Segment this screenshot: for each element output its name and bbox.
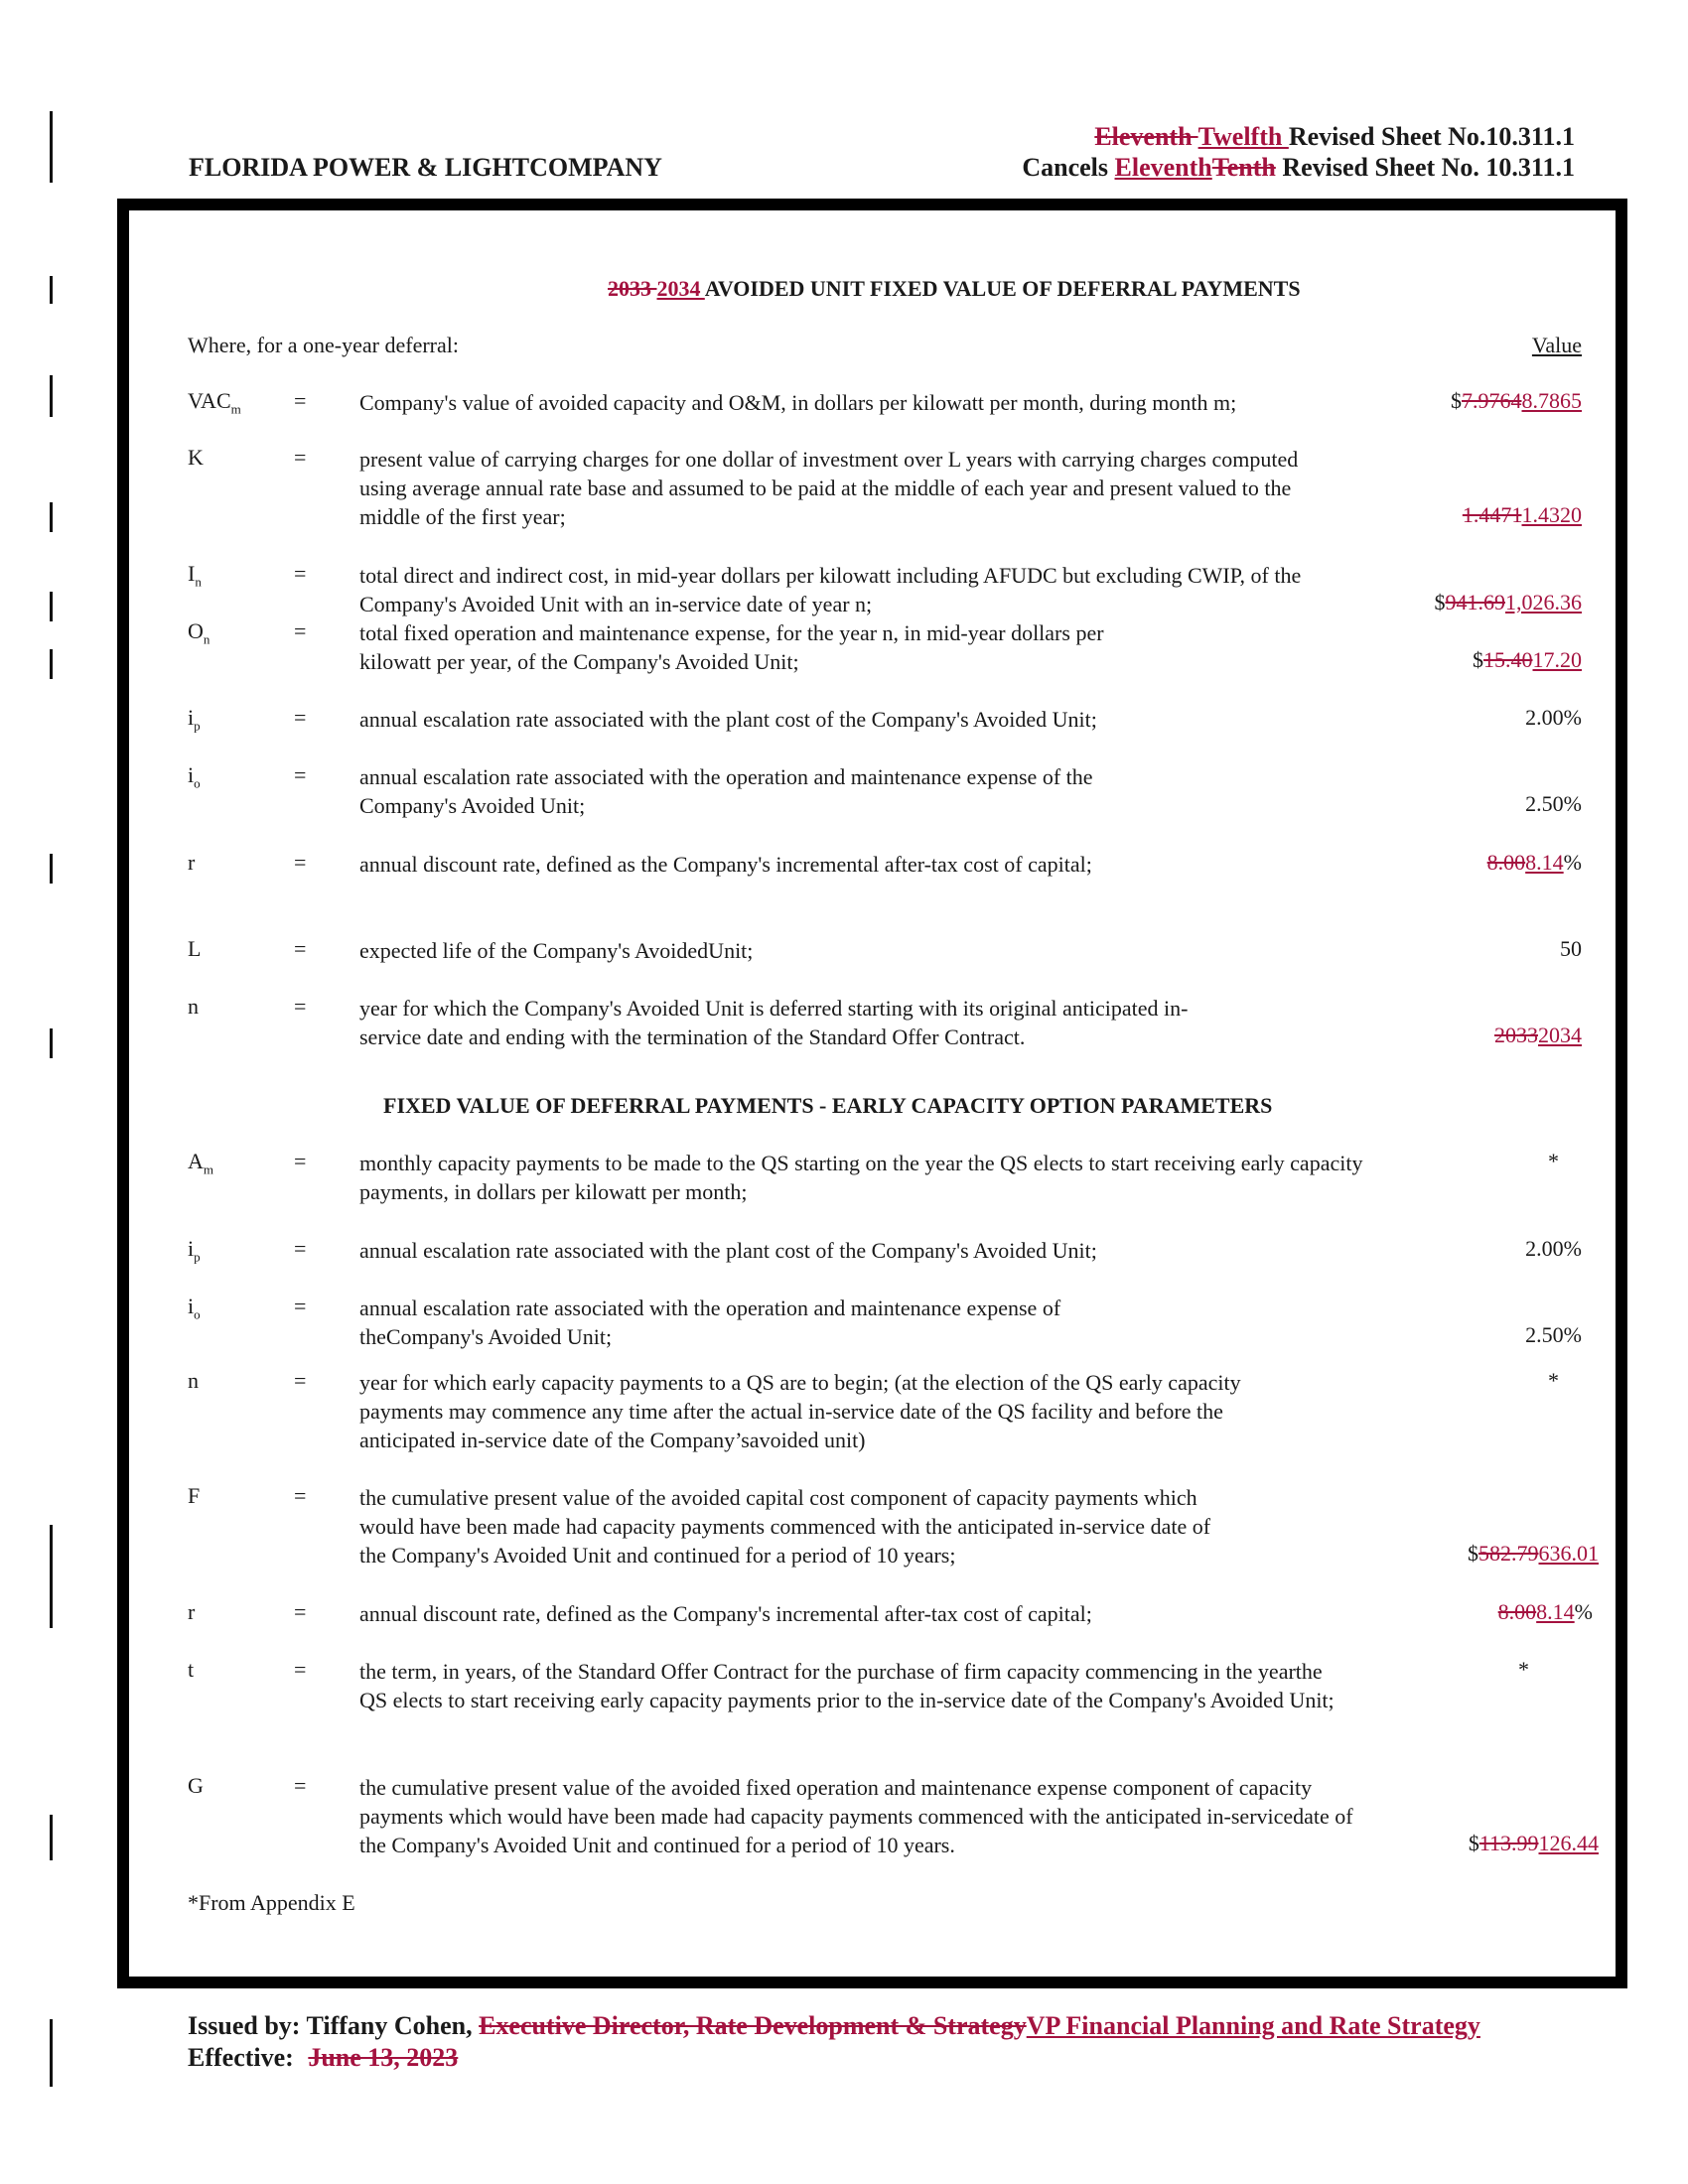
symbol: $i_p$ [188, 705, 201, 734]
definition-value: $15.4017.20 [1473, 647, 1582, 672]
definition-value: * [1548, 1149, 1559, 1173]
symbol: r [188, 1599, 196, 1624]
equals-sign: = [294, 1368, 307, 1393]
revision-bar [50, 111, 53, 183]
issued-title-deleted: Executive Director, Rate Development & Strategy [479, 2011, 1027, 2040]
equals-sign: = [294, 561, 307, 586]
definition-value: $941.691,026.36 [1434, 590, 1582, 614]
definition-text: the cumulative present value of the avoided fixed operation and maintenance expense component of capacity payments which would have been made had capacity payments commenced with the anticipated in-servicedate of the Company's Avoided Unit and continued for a period of 10 years. [359, 1775, 1353, 1857]
symbol: $A_m$ [188, 1149, 214, 1177]
issued-title-inserted: VP Financial Planning and Rate Strategy [1026, 2011, 1480, 2040]
definition-text: the cumulative present value of the avoided capital cost component of capacity payments which would have been made had capacity payments commenced with the anticipated in-service date of the Company's Avoided Unit and continued for a period of 10 years; [359, 1485, 1211, 1568]
revision-bar [50, 1525, 53, 1628]
definition-value: 2.00% [1525, 705, 1582, 730]
definition-text: annual escalation rate associated with the operation and maintenance expense of the Company's Avoided Unit; [359, 764, 1093, 818]
symbol: $i_o$ [188, 1294, 201, 1322]
value-header: Value [1531, 333, 1582, 357]
definition-value: 8.008.14% [1497, 1599, 1593, 1624]
symbol: $i_o$ [188, 762, 201, 791]
company-name: FLORIDA POWER & LIGHTCOMPANY [189, 153, 662, 182]
cancels-text: Revised Sheet No. 10.311.1 [1275, 153, 1575, 182]
symbol: F [188, 1483, 201, 1508]
symbol: $i_p$ [188, 1236, 201, 1265]
definition-text: year for which early capacity payments to a QS are to begin; (at the election of the QS early capacity payments may commence any time after the actual in-service date of the QS facility and before the anticipated in-service date of the Company’savoided unit) [359, 1370, 1241, 1452]
issued-name: Tiffany Cohen, [306, 2011, 480, 2040]
symbol: $I_n$ [188, 561, 202, 590]
definition-value: * [1518, 1657, 1529, 1682]
definition-value: 2.00% [1525, 1236, 1582, 1261]
equals-sign: = [294, 936, 307, 961]
equals-sign: = [294, 1149, 307, 1173]
definition-text: monthly capacity payments to be made to the QS starting on the year the QS elects to start receiving early capacity payments, in dollars per kilowatt per month; [359, 1151, 1363, 1204]
revision-bar [50, 854, 53, 884]
definition-text: expected life of the Company's AvoidedUnit; [359, 938, 754, 963]
definition-value: 8.008.14% [1486, 850, 1582, 875]
section-title-early-capacity: FIXED VALUE OF DEFERRAL PAYMENTS - EARLY CAPACITY OPTION PARAMETERS [383, 1093, 1273, 1118]
definition-text: present value of carrying charges for one dollar of investment over L years with carrying charges computed using average annual rate base and assumed to be paid at the middle of each year and present valued to the middle of the first year; [359, 447, 1299, 529]
equals-sign: = [294, 1773, 307, 1798]
issued-label: Issued by: [188, 2011, 307, 2040]
definition-value: 2.50% [1525, 791, 1582, 816]
equals-sign: = [294, 388, 307, 413]
definition-value: $7.97648.7865 [1451, 388, 1582, 413]
intro-text: Where, for a one-year deferral: [188, 333, 459, 357]
definition-text: annual escalation rate associated with the operation and maintenance expense of theCompany's Avoided Unit; [359, 1296, 1061, 1349]
section-title [608, 276, 1301, 302]
equals-sign: = [294, 762, 307, 787]
section-title-deleted: 2033 [608, 276, 657, 301]
revision-bar [50, 375, 53, 417]
section-title-text: AVOIDED UNIT FIXED VALUE OF DEFERRAL PAYMENTS [704, 276, 1301, 301]
definition-text: total fixed operation and maintenance expense, for the year n, in mid-year dollars per kilowatt per year, of the Company's Avoided Unit; [359, 620, 1104, 674]
revision-bar [50, 592, 53, 621]
sheet-number-deleted: Eleventh [1094, 122, 1198, 151]
equals-sign: = [294, 445, 307, 470]
equals-sign: = [294, 994, 307, 1019]
equals-sign: = [294, 1483, 307, 1508]
cancels-deleted: Tenth [1211, 153, 1276, 182]
definition-value: 50 [1560, 936, 1582, 961]
symbol: n [188, 1368, 199, 1393]
effective-date-deleted: June 13, 2023 [308, 2043, 459, 2072]
cancels-prefix: Cancels [1022, 153, 1115, 182]
definition-value: $582.79636.01 [1468, 1541, 1599, 1566]
definition-text: annual escalation rate associated with the plant cost of the Company's Avoided Unit; [359, 1238, 1097, 1263]
definition-text: year for which the Company's Avoided Unit is deferred starting with its original anticipated in-service date and ending with the termination of the Standard Offer Contract. [359, 996, 1189, 1049]
equals-sign: = [294, 1599, 307, 1624]
definition-value: 2.50% [1525, 1322, 1582, 1347]
symbol: n [188, 994, 199, 1019]
definition-text: annual discount rate, defined as the Company's incremental after-tax cost of capital; [359, 852, 1092, 877]
revision-bar [50, 502, 53, 532]
symbol: K [188, 445, 204, 470]
section-title-inserted: 2034 [656, 276, 705, 301]
sheet-number-text: Revised Sheet No.10.311.1 [1288, 122, 1575, 151]
cancels-line [1022, 153, 1575, 183]
revision-bar [50, 1028, 53, 1058]
symbol: $VAC_m$ [188, 388, 241, 417]
revision-bar [50, 276, 53, 304]
equals-sign: = [294, 618, 307, 643]
symbol: L [188, 936, 202, 961]
definition-text: the term, in years, of the Standard Offer Contract for the purchase of firm capacity commencing in the yearthe QS elects to start receiving early capacity payments prior to the in-service date of the Company's Avoided Unit; [359, 1659, 1335, 1712]
revision-bar [50, 1815, 53, 1860]
definition-text: annual discount rate, defined as the Company's incremental after-tax cost of capital; [359, 1601, 1092, 1626]
equals-sign: = [294, 850, 307, 875]
definition-text: total direct and indirect cost, in mid-year dollars per kilowatt including AFUDC but excluding CWIP, of the Company's Avoided Unit with an in-service date of year n; [359, 563, 1302, 616]
symbol: r [188, 850, 196, 875]
revision-bar [50, 2019, 53, 2087]
symbol: t [188, 1657, 195, 1682]
definition-value: * [1548, 1368, 1559, 1393]
revision-bar [50, 649, 53, 679]
sheet-number [1094, 122, 1575, 152]
definition-value: 1.44711.4320 [1462, 502, 1582, 527]
symbol: $O_n$ [188, 618, 211, 647]
symbol: G [188, 1773, 204, 1798]
definition-text: annual escalation rate associated with the plant cost of the Company's Avoided Unit; [359, 707, 1097, 732]
definition-value: 20332034 [1494, 1023, 1582, 1047]
equals-sign: = [294, 705, 307, 730]
footnote: *From Appendix E [188, 1890, 355, 1915]
equals-sign: = [294, 1657, 307, 1682]
definition-value: $113.99126.44 [1468, 1831, 1599, 1855]
definition-text: Company's value of avoided capacity and O&M, in dollars per kilowatt per month, during month m; [359, 390, 1237, 415]
cancels-inserted: Eleventh [1114, 153, 1212, 182]
sheet-number-inserted: Twelfth [1197, 122, 1289, 151]
equals-sign: = [294, 1236, 307, 1261]
effective-date [188, 2043, 458, 2073]
effective-label: Effective: [188, 2043, 301, 2072]
equals-sign: = [294, 1294, 307, 1318]
issued-by [188, 2011, 1480, 2041]
